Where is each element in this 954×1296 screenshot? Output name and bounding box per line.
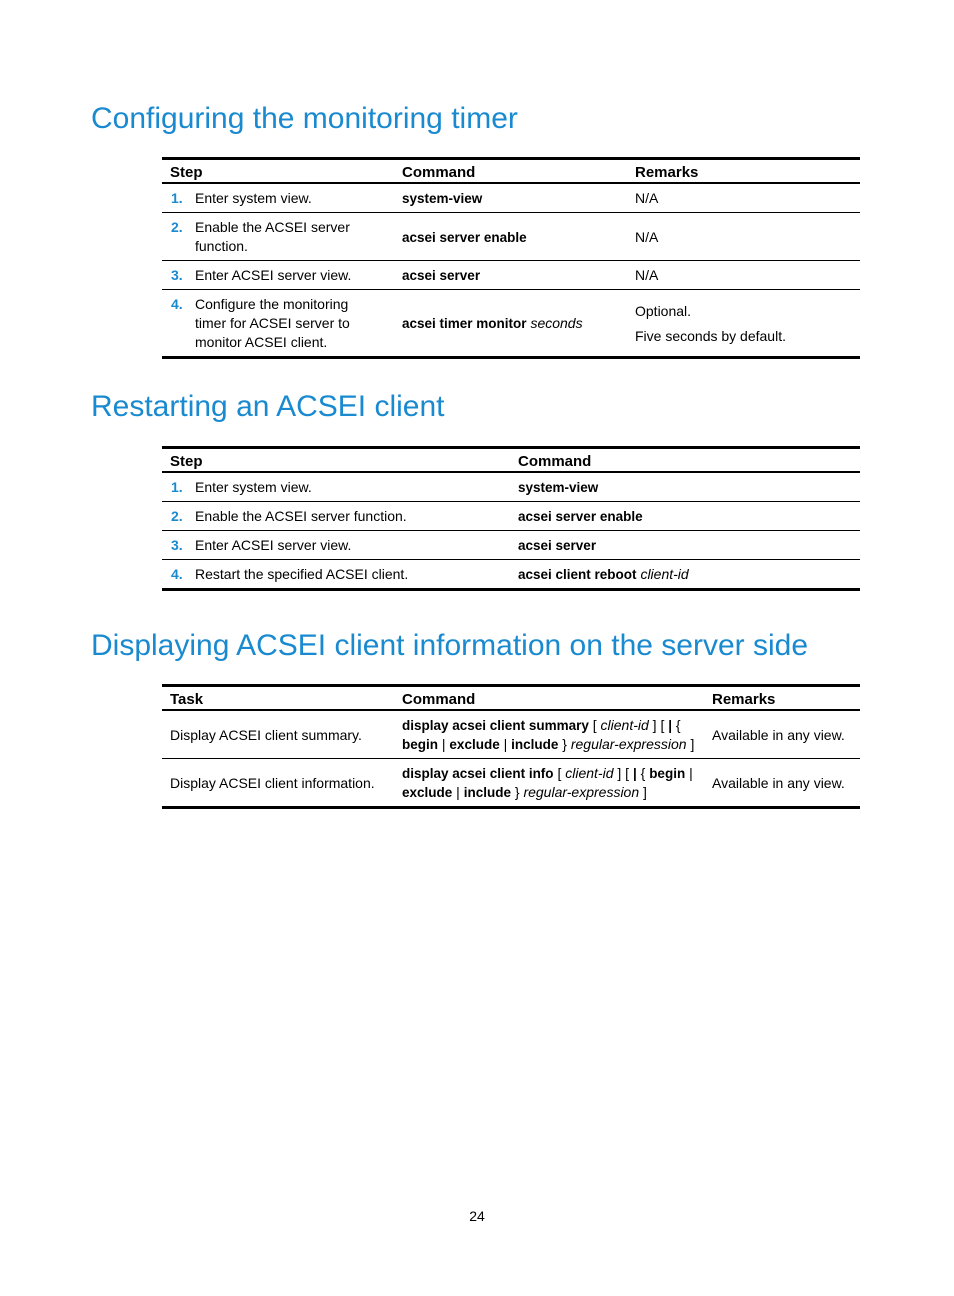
table-row (162, 502, 860, 531)
table-row (162, 759, 860, 808)
command-argument: regular-expression (523, 784, 640, 800)
column-header: Remarks (627, 159, 860, 184)
command-keyword: include (511, 737, 559, 752)
command-keyword: begin (649, 766, 686, 781)
command-text: acsei server (402, 268, 481, 283)
step-number: 1. (171, 479, 183, 495)
command-punctuation: [ (588, 717, 601, 733)
section-title-restarting-client: Restarting an ACSEI client (91, 390, 445, 423)
command-keyword: | (668, 718, 673, 733)
monitoring-timer-table (162, 157, 860, 359)
command-text: acsei timer monitor (402, 316, 527, 331)
task-cell: Display ACSEI client summary. (170, 726, 362, 743)
table-row (162, 183, 860, 213)
remarks-text: N/A (635, 267, 659, 283)
command-cell (510, 472, 860, 502)
step-text: Enable the ACSEI server function. (195, 508, 407, 524)
step-number: 2. (171, 508, 183, 524)
remarks-text: Five seconds by default. (635, 327, 786, 344)
command-punctuation: } (510, 784, 524, 800)
command-keyword: include (463, 785, 511, 800)
command-punctuation: | (452, 784, 464, 800)
command-punctuation: [ (553, 765, 566, 781)
command-text: system-view (402, 191, 483, 206)
step-cell (162, 560, 510, 590)
table-row (162, 290, 860, 358)
table-row (162, 261, 860, 290)
command-cell (394, 710, 704, 759)
command-text: acsei client reboot (518, 567, 637, 582)
step-number: 1. (171, 190, 183, 206)
command-text: system-view (518, 480, 599, 495)
command-keyword: display acsei client summary (402, 718, 589, 733)
command-punctuation: { (636, 765, 650, 781)
command-punctuation: ] [ (613, 765, 633, 781)
step-text: Enter system view. (195, 479, 312, 495)
table-row (162, 213, 860, 261)
command-cell (510, 502, 860, 531)
step-cell (162, 531, 510, 560)
command-punctuation: ] (639, 784, 647, 800)
remarks-cell (627, 261, 860, 290)
step-cell (162, 183, 394, 213)
step-text: Enter system view. (195, 190, 312, 206)
command-punctuation: { (672, 717, 681, 733)
command-cell (510, 531, 860, 560)
column-header: Step (162, 159, 394, 184)
step-text: Enable the ACSEI server function. (195, 219, 350, 254)
step-text: Restart the specified ACSEI client. (195, 566, 409, 582)
remarks-text: N/A (635, 190, 659, 206)
table-row (162, 560, 860, 590)
command-cell (394, 261, 627, 290)
step-text: Configure the monitoring timer for ACSEI server to monitor ACSEI client. (195, 296, 350, 350)
remarks-cell: Available in any view. (704, 759, 860, 808)
column-header: Command (510, 448, 860, 473)
step-number: 4. (171, 566, 183, 582)
remarks-text: N/A (635, 228, 659, 245)
remarks-cell (627, 213, 860, 261)
command-punctuation: ] (686, 736, 695, 752)
step-cell (162, 213, 394, 261)
command-argument: client-id (565, 765, 614, 781)
command-keyword: begin (402, 737, 438, 752)
table-row (162, 531, 860, 560)
command-keyword: exclude (449, 737, 500, 752)
command-argument: client-id (600, 717, 649, 733)
column-header: Remarks (704, 686, 860, 711)
restart-client-table (162, 446, 860, 591)
command-cell (394, 759, 704, 808)
step-number: 3. (171, 267, 183, 283)
command-keyword: display acsei client info (402, 766, 554, 781)
column-header: Command (394, 159, 627, 184)
step-number: 2. (171, 219, 183, 235)
step-cell (162, 472, 510, 502)
step-number: 4. (171, 296, 183, 312)
command-cell (510, 560, 860, 590)
remarks-cell: Available in any view. (712, 726, 845, 743)
table-row (162, 472, 860, 502)
column-header: Command (394, 686, 704, 711)
table-header-row (162, 686, 860, 711)
page-number: 24 (469, 1208, 485, 1224)
step-cell (162, 502, 510, 531)
command-text: acsei server (518, 538, 597, 553)
step-cell (162, 290, 394, 358)
command-punctuation: | (438, 736, 450, 752)
step-text: Enter ACSEI server view. (195, 537, 352, 553)
section-title-displaying-client-info: Displaying ACSEI client information on the server side (91, 629, 809, 662)
command-text: acsei server enable (518, 509, 643, 524)
command-keyword: exclude (402, 785, 453, 800)
command-punctuation: } (558, 736, 571, 752)
table-row (162, 710, 860, 759)
remarks-text: Optional. (635, 302, 692, 319)
command-keyword: | (632, 766, 637, 781)
command-argument: client-id (640, 566, 689, 582)
command-text: acsei server enable (402, 229, 527, 245)
task-cell: Display ACSEI client information. (162, 759, 394, 808)
command-cell (394, 183, 627, 213)
command-argument: seconds (530, 315, 583, 331)
table-header-row (162, 159, 860, 184)
remarks-cell (627, 183, 860, 213)
column-header: Task (162, 686, 394, 711)
command-argument: regular-expression (570, 736, 687, 752)
step-number: 3. (171, 537, 183, 553)
command-punctuation: | (499, 736, 512, 752)
section-title-monitoring-timer: Configuring the monitoring timer (91, 102, 518, 135)
command-punctuation: | (685, 765, 693, 781)
table-header-row (162, 448, 860, 473)
step-cell (162, 261, 394, 290)
step-text: Enter ACSEI server view. (195, 267, 352, 283)
command-syntax (402, 765, 693, 800)
remarks-cell (627, 290, 860, 358)
display-client-info-table (162, 684, 860, 809)
command-punctuation: ] [ (648, 717, 669, 733)
command-cell (394, 213, 627, 261)
column-header: Step (162, 448, 510, 473)
command-syntax (402, 717, 694, 752)
command-cell (394, 290, 627, 358)
